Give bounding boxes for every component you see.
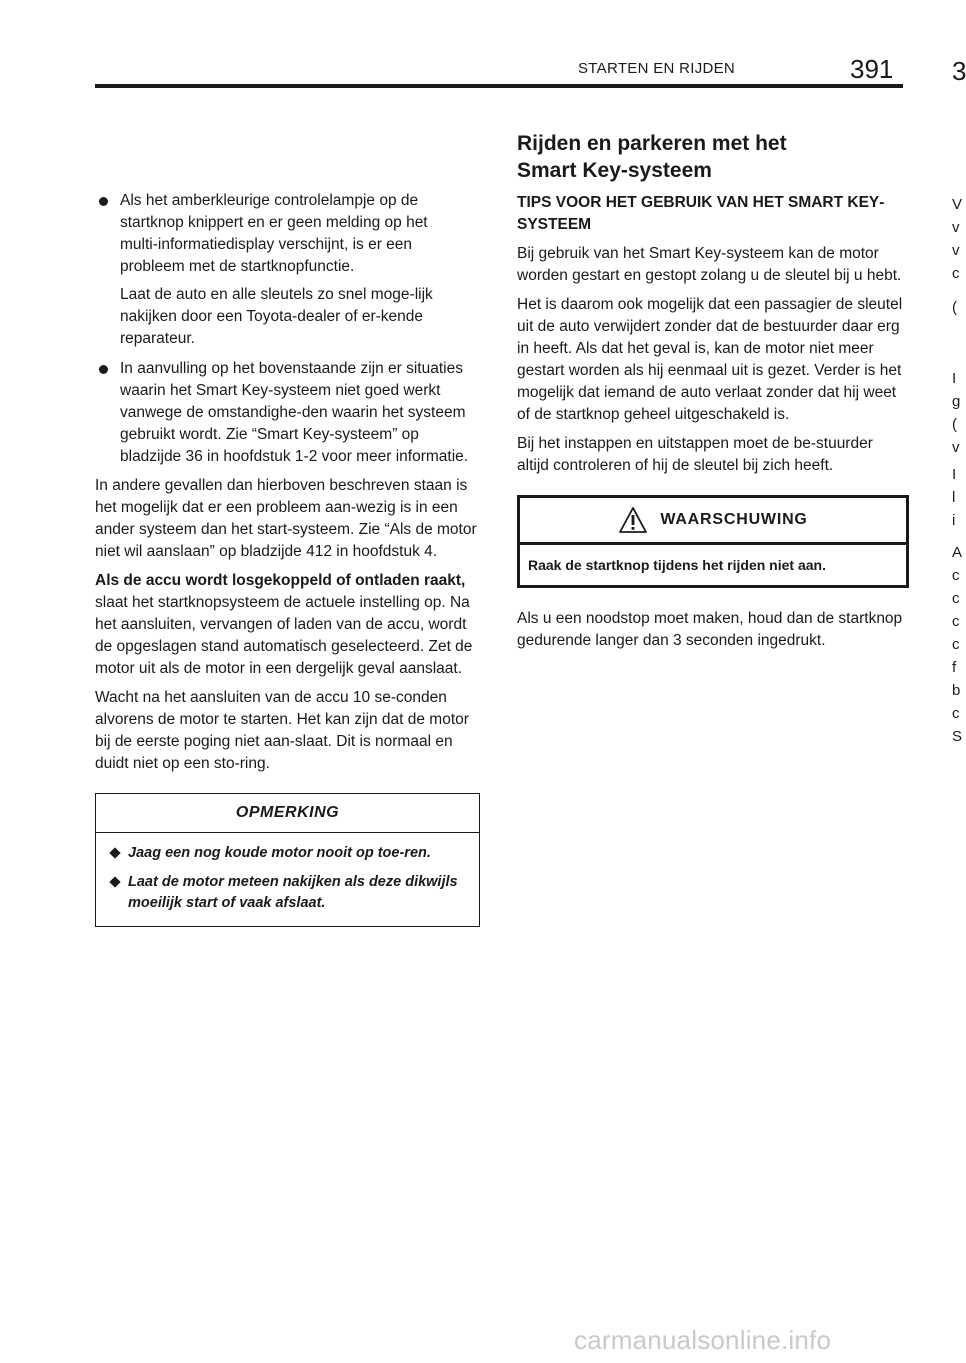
warning-header xyxy=(520,498,906,545)
note-box xyxy=(95,793,480,927)
edge-fragment: v xyxy=(952,242,960,259)
bullet-text: Als het amberkleurige controlelampje op de startknop knippert en er geen melding op het multi‑informatiedisplay verschijnt, is er een probleem met de startknopfunctie. xyxy=(120,192,428,275)
warning-box xyxy=(517,495,909,588)
edge-fragment: c xyxy=(952,265,960,282)
note-item-text: Jaag een nog koude motor nooit op toe‑ren. xyxy=(128,845,431,861)
body-paragraph: Als u een noodstop moet maken, houd dan de startknop gedurende langer dan 3 seconden ingedrukt. xyxy=(517,610,903,649)
edge-fragment: i xyxy=(952,512,956,529)
note-item xyxy=(110,872,465,914)
section-heading xyxy=(517,130,909,184)
body-paragraph: Wacht na het aansluiten van de accu 10 se‑conden alvorens de motor te starten. Het kan zijn dat de motor bij de eerste poging niet aan‑slaat. Dit is normaal en duidt niet op een sto‑ring. xyxy=(95,689,469,772)
edge-fragment: c xyxy=(952,590,960,607)
edge-fragment: v xyxy=(952,439,960,456)
edge-fragment: S xyxy=(952,728,963,745)
bullet-item xyxy=(95,190,480,350)
diamond-bullet-icon xyxy=(109,847,120,858)
edge-fragment: A xyxy=(952,544,963,561)
left-column xyxy=(95,190,480,927)
edge-fragment: v xyxy=(952,219,960,236)
watermark-text: carmanualsonline.info xyxy=(574,1325,832,1355)
edge-fragment: I xyxy=(952,466,957,483)
subsection-heading: TIPS VOOR HET GEBRUIK VAN HET SMART KEY‑ SYSTEEM xyxy=(517,194,885,233)
section-heading-line: Rijden en parkeren met het xyxy=(517,132,787,155)
bullet-dot-icon xyxy=(99,197,108,206)
note-item-text: Laat de motor meteen nakijken als deze dikwijls moeilijk start of vaak afslaat. xyxy=(128,874,458,911)
body-paragraph xyxy=(95,570,480,680)
edge-fragment: V xyxy=(952,196,963,213)
edge-fragment: 3 xyxy=(952,56,966,86)
edge-fragment: c xyxy=(952,567,960,584)
bullet-dot-icon xyxy=(99,365,108,374)
edge-fragment: c xyxy=(952,613,960,630)
bullet-text: In aanvulling op het bovenstaande zijn er situaties waarin het Smart Key‑systeem niet goed werkt vanwege de omstandighe‑den waarin het systeem gebruikt wordt. Zie “Smart Key‑systeem” op bladzijde 36 in hoofdstuk 1‑2 voor meer informatie. xyxy=(120,360,469,465)
body-paragraph: Het is daarom ook mogelijk dat een passagier de sleutel uit de auto verwijdert zonder dat de bestuurder daar erg in heeft. Als dat het geval is, kan de motor niet meer gestart worden als hij eenmaal uit is gezet. Verder is het mogelijk dat iemand de auto verlaat zonder dat hij weet of de startknop geheel uitgeschakeld is. xyxy=(517,296,903,423)
edge-fragment: c xyxy=(952,636,960,653)
edge-fragment: l xyxy=(952,489,956,506)
edge-fragment: I xyxy=(952,370,957,387)
body-paragraph: Bij het instappen en uitstappen moet de be‑stuurder altijd controleren of hij de sleutel bij zich heeft. xyxy=(517,435,873,474)
warning-body: Raak de startknop tijdens het rijden niet aan. xyxy=(528,557,826,573)
body-paragraph: Bij gebruik van het Smart Key‑systeem kan de motor worden gestart en gestopt zolang u de sleutel bij u hebt. xyxy=(517,245,902,284)
edge-fragment: c xyxy=(952,705,960,722)
emphasis-text: Als de accu wordt losgekoppeld of ontladen raakt, xyxy=(95,572,466,589)
warning-triangle-icon xyxy=(618,506,648,534)
body-paragraph: In andere gevallen dan hierboven beschreven staan is het mogelijk dat er een probleem aan‑wezig is in een ander systeem dan het start‑systeem. Zie “Als de motor niet wil aanslaan” op bladzijde 412 in hoofdstuk 4. xyxy=(95,477,477,560)
section-heading-line: Smart Key‑systeem xyxy=(517,159,712,182)
header-section-title: STARTEN EN RIJDEN xyxy=(578,60,736,77)
right-column xyxy=(517,130,909,659)
edge-fragment: ( xyxy=(952,416,957,433)
edge-fragment: f xyxy=(952,659,957,676)
diamond-bullet-icon xyxy=(109,876,120,887)
page-number: 391 xyxy=(850,54,894,84)
note-item xyxy=(110,843,465,864)
edge-fragment: ( xyxy=(952,299,957,316)
edge-fragment: b xyxy=(952,682,961,699)
bullet-item xyxy=(95,358,480,468)
note-title: OPMERKING xyxy=(96,794,479,833)
warning-title: WAARSCHUWING xyxy=(660,511,808,528)
edge-fragment: g xyxy=(952,393,961,410)
bullet-followup-text: Laat de auto en alle sleutels zo snel moge‑lijk nakijken door een Toyota‑dealer of er‑kende reparateur. xyxy=(120,286,433,347)
header-rule xyxy=(95,84,903,88)
note-body xyxy=(96,833,479,926)
paragraph-rest-text: slaat het startknopsysteem de actuele instelling op. Na het aansluiten, vervangen of laden van de accu, wordt de opgeslagen stand automatisch geselecteerd. Zet de motor uit als de motor in een dergelijk geval aanslaat. xyxy=(95,594,473,677)
